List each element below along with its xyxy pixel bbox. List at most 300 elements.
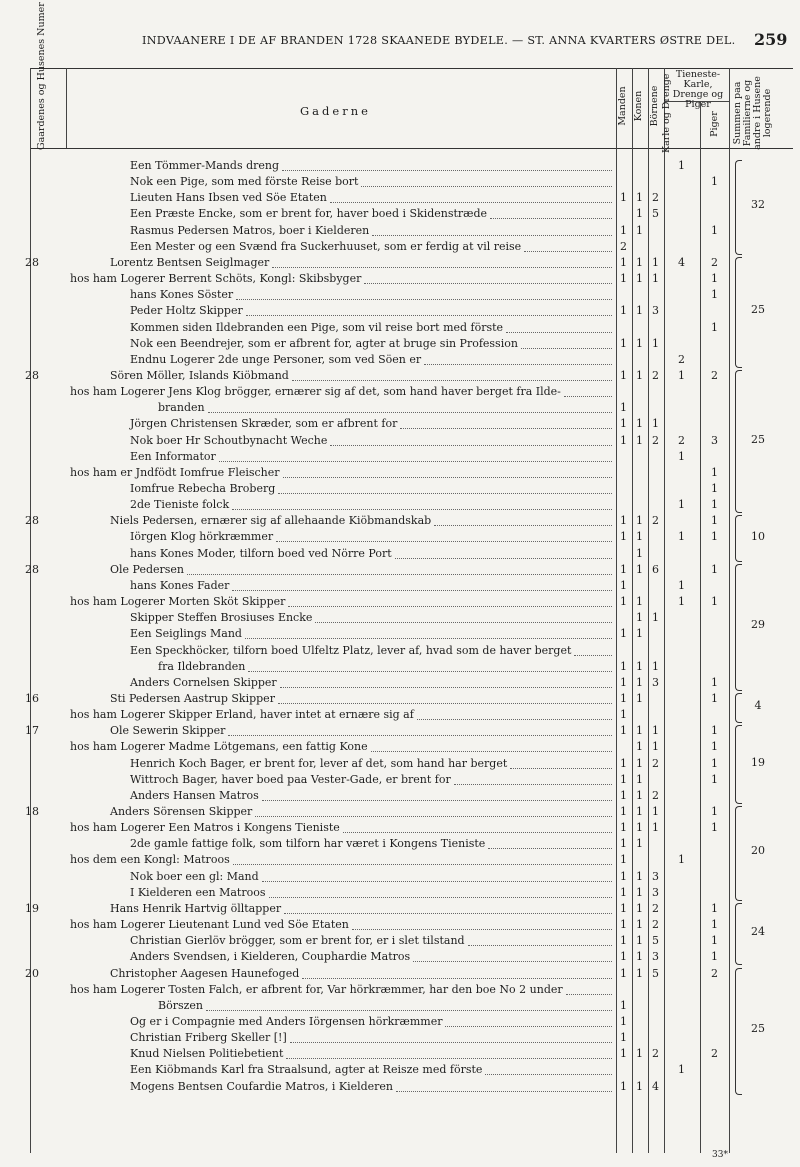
- table-row: [0, 513, 800, 529]
- dot-leader: [330, 443, 612, 446]
- dot-leader: [396, 1089, 612, 1092]
- count-cell-m: 1: [620, 255, 627, 269]
- dot-leader: [490, 216, 612, 219]
- tieneste-header: Tieneste-Karle, Drenge og Piger: [672, 69, 724, 110]
- count-cell-p: 1: [711, 595, 718, 609]
- table-row: [0, 271, 800, 287]
- count-cell-b: 6: [652, 562, 659, 576]
- dot-leader: [246, 313, 612, 316]
- table-row: [0, 933, 800, 949]
- group-brace: [735, 160, 742, 255]
- entry-text: Anders Hansen Matros: [130, 788, 259, 802]
- count-cell-b: 1: [652, 805, 659, 818]
- count-cell-p: 1: [711, 772, 718, 786]
- count-cell-m: 1: [620, 691, 627, 705]
- count-cell-kd: 1: [678, 498, 685, 512]
- count-cell-m: 1: [620, 1031, 627, 1045]
- group-brace: [735, 968, 742, 1095]
- entry-text: Mogens Bentsen Coufardie Matros, i Kielderen: [130, 1079, 394, 1093]
- entry-text: Skipper Steffen Brosiuses Encke: [130, 611, 313, 625]
- count-cell-b: 5: [652, 966, 659, 980]
- summen-header: Summen paa Familierne og andre i Husene logerende: [732, 76, 773, 150]
- count-cell-kd: 1: [678, 159, 685, 172]
- entry-text: Rasmus Pedersen Matros, boer i Kielderen: [130, 223, 370, 237]
- count-cell-b: 1: [652, 740, 659, 754]
- entry-text: hos ham Logerer Tosten Falch, er afbrent for, Var hörkræmmer, har den boe No 2 under: [70, 982, 563, 996]
- dot-leader: [286, 1056, 612, 1059]
- table-row: [0, 384, 800, 400]
- count-cell-k: 1: [636, 837, 643, 851]
- dot-leader: [566, 992, 612, 995]
- entry-text: hos ham Logerer Skipper Erland, haver intet at ernære sig af: [70, 708, 414, 722]
- count-cell-p: 1: [711, 562, 718, 576]
- count-cell-k: 1: [636, 530, 643, 544]
- count-cell-p: 1: [711, 740, 718, 754]
- dot-leader: [232, 507, 612, 510]
- table-row: [0, 449, 800, 465]
- count-cell-b: 2: [652, 1047, 659, 1061]
- gaderne-header: Gaderne: [300, 104, 371, 118]
- count-cell-k: 1: [636, 772, 643, 786]
- dot-leader: [245, 636, 612, 639]
- group-total-value: 24: [751, 925, 765, 939]
- count-cell-m: 1: [620, 272, 627, 286]
- count-cell-p: 1: [711, 918, 718, 932]
- group-total-value: 32: [751, 198, 765, 212]
- table-row: [0, 578, 800, 594]
- entry-text: Endnu Logerer 2de unge Personer, som ved Söen er: [130, 352, 422, 366]
- count-cell-p: 1: [711, 498, 718, 512]
- table-row: [0, 206, 800, 222]
- count-cell-k: 1: [636, 659, 643, 673]
- count-cell-m: 1: [620, 304, 627, 318]
- table-row: [0, 836, 800, 852]
- count-cell-kd: 1: [678, 853, 685, 867]
- group-brace: [735, 693, 742, 723]
- count-cell-k: 1: [636, 546, 643, 560]
- dot-leader: [510, 766, 612, 769]
- count-cell-kd: 1: [678, 449, 685, 463]
- dot-leader: [454, 782, 612, 785]
- table-row: [0, 675, 800, 691]
- table-row: [0, 691, 800, 707]
- count-cell-p: 1: [711, 724, 718, 738]
- count-cell-m: 1: [620, 853, 627, 867]
- piger-header: Piger: [709, 111, 720, 137]
- dot-leader: [372, 233, 612, 236]
- dot-leader: [206, 1008, 612, 1011]
- table-row: [0, 1030, 800, 1046]
- entry-text: Hans Henrik Hartvig ölltapper: [110, 901, 282, 915]
- count-cell-m: 1: [620, 918, 627, 932]
- count-cell-m: 1: [620, 336, 627, 350]
- count-cell-k: 1: [636, 740, 643, 754]
- dot-leader: [395, 556, 612, 559]
- dot-leader: [284, 911, 612, 914]
- table-row: [0, 320, 800, 336]
- count-cell-m: 1: [620, 368, 627, 382]
- count-cell-k: 1: [636, 255, 643, 269]
- count-cell-p: 1: [711, 482, 718, 495]
- count-cell-k: 1: [636, 562, 643, 576]
- table-row: [0, 400, 800, 416]
- count-cell-m: 1: [620, 869, 627, 883]
- count-cell-m: 1: [620, 885, 627, 899]
- house-number: 28: [25, 368, 39, 382]
- table-row: [0, 949, 800, 965]
- count-cell-m: 1: [620, 724, 627, 738]
- entry-text: Sti Pedersen Aastrup Skipper: [110, 691, 275, 705]
- table-row: [0, 901, 800, 917]
- entry-text: Sören Möller, Islands Kiöbmand: [110, 368, 289, 382]
- count-cell-b: 4: [652, 1079, 659, 1093]
- group-total-value: 29: [751, 618, 765, 632]
- running-head: INDVAANERE I DE AF BRANDEN 1728 SKAANEDE BYDELE. — ST. ANNA KVARTERS ØSTRE DEL.: [142, 34, 736, 47]
- dot-leader: [445, 1024, 612, 1027]
- boernene-header: Börnene: [649, 85, 660, 127]
- group-total-value: 20: [751, 844, 765, 858]
- dot-leader: [278, 701, 612, 704]
- count-cell-b: 5: [652, 934, 659, 948]
- entry-text: 2de Tieniste folck: [130, 498, 230, 512]
- count-cell-k: 1: [636, 691, 643, 705]
- count-cell-m: 1: [620, 1047, 627, 1061]
- count-cell-p: 2: [711, 255, 718, 269]
- entry-text: Nok een Pige, som med förste Reise bort: [130, 175, 359, 189]
- table-row: [0, 723, 800, 739]
- dot-leader: [434, 523, 612, 526]
- dot-leader: [272, 265, 612, 268]
- count-cell-m: 1: [620, 433, 627, 447]
- count-cell-p: 2: [711, 1047, 718, 1061]
- dot-leader: [290, 1040, 612, 1043]
- entry-text: hos ham Logerer Jens Klog brögger, ernærer sig af det, som hand haver berget fra Ilde-: [70, 385, 561, 399]
- group-brace: [735, 515, 742, 561]
- count-cell-k: 1: [636, 304, 643, 318]
- konen-header: Konen: [633, 90, 644, 122]
- dot-leader: [524, 249, 612, 252]
- table-row: [0, 174, 800, 190]
- entry-text: Christian Gierlöv brögger, som er brent for, er i slet tilstand: [130, 934, 465, 948]
- entry-text: Ole Pedersen: [110, 562, 185, 576]
- count-cell-m: 1: [620, 901, 627, 915]
- dot-leader: [352, 927, 612, 930]
- table-row: [0, 465, 800, 481]
- house-number: 20: [25, 966, 39, 980]
- table-row: [0, 610, 800, 626]
- table-row: [0, 820, 800, 836]
- table-row: [0, 303, 800, 319]
- count-cell-m: 1: [620, 578, 627, 592]
- count-cell-m: 1: [620, 659, 627, 673]
- dot-leader: [302, 976, 612, 979]
- dot-leader: [232, 588, 612, 591]
- entry-text: Peder Holtz Skipper: [130, 304, 243, 318]
- table-row: [0, 1079, 800, 1095]
- count-cell-kd: 4: [678, 255, 685, 269]
- entry-text: hans Kones Fader: [130, 578, 230, 592]
- count-cell-k: 1: [636, 368, 643, 382]
- entry-text: Nok boer Hr Schoutbynacht Weche: [130, 433, 328, 447]
- table-row: [0, 433, 800, 449]
- entry-text: Christopher Aagesen Haunefoged: [110, 966, 300, 980]
- entry-text: Knud Nielsen Politiebetient: [130, 1047, 284, 1061]
- table-row: [0, 982, 800, 998]
- entry-text: Een Kiöbmands Karl fra Straalsund, agter at Reisze med förste: [130, 1063, 483, 1077]
- entry-text: I Kielderen een Matroos: [130, 885, 266, 899]
- table-row: [0, 255, 800, 271]
- entry-text: hos ham er Jndfödt Iomfrue Fleischer: [70, 465, 280, 479]
- count-cell-b: 1: [652, 417, 659, 431]
- count-cell-m: 1: [620, 223, 627, 237]
- entry-text: Henrich Koch Bager, er brent for, lever af det, som hand har berget: [130, 756, 508, 770]
- dot-leader: [521, 346, 612, 349]
- dot-leader: [219, 459, 612, 462]
- count-cell-p: 1: [711, 272, 718, 286]
- count-cell-m: 1: [620, 191, 627, 205]
- count-cell-kd: 1: [678, 578, 685, 592]
- count-cell-k: 1: [636, 918, 643, 932]
- dot-leader: [248, 669, 612, 672]
- house-number: 18: [25, 805, 39, 818]
- dot-leader: [574, 653, 612, 656]
- entry-text: Börszen: [158, 998, 203, 1012]
- count-cell-b: 2: [652, 756, 659, 770]
- dot-leader: [262, 879, 612, 882]
- count-cell-k: 1: [636, 417, 643, 431]
- dot-leader: [343, 830, 612, 833]
- count-cell-kd: 2: [678, 352, 685, 366]
- entry-text: hans Kones Söster: [130, 288, 234, 302]
- count-cell-m: 1: [620, 1079, 627, 1093]
- count-cell-b: 3: [652, 869, 659, 883]
- table-row: [0, 352, 800, 368]
- count-cell-b: 3: [652, 304, 659, 318]
- dot-leader: [413, 959, 612, 962]
- table-row: [0, 481, 800, 497]
- count-cell-k: 1: [636, 805, 643, 818]
- count-cell-m: 1: [620, 934, 627, 948]
- table-row: [0, 1014, 800, 1030]
- entry-text: hos ham Logerer Berrent Schöts, Kongl: Skibsbyger: [70, 272, 362, 286]
- count-cell-m: 1: [620, 595, 627, 609]
- count-cell-m: 1: [620, 756, 627, 770]
- dot-leader: [292, 378, 612, 381]
- count-cell-kd: 1: [678, 530, 685, 544]
- count-cell-k: 1: [636, 627, 643, 641]
- count-cell-k: 1: [636, 675, 643, 689]
- table-row: [0, 416, 800, 432]
- table-row: [0, 223, 800, 239]
- entry-text: hos ham Logerer Madme Lötgemans, een fattig Kone: [70, 740, 368, 754]
- count-cell-k: 1: [636, 595, 643, 609]
- group-brace: [735, 257, 742, 368]
- count-cell-p: 3: [711, 433, 718, 447]
- count-cell-m: 1: [620, 1014, 627, 1028]
- dot-leader: [187, 572, 612, 575]
- count-cell-b: 1: [652, 336, 659, 350]
- dot-leader: [400, 426, 612, 429]
- dot-leader: [283, 475, 612, 478]
- table-row: [0, 594, 800, 610]
- table-row: [0, 158, 800, 174]
- entry-text: Nok een Beendrejer, som er afbrent for, agter at bruge sin Profession: [130, 336, 518, 350]
- count-cell-k: 1: [636, 950, 643, 964]
- entry-text: 2de gamle fattige folk, som tilforn har været i Kongens Tieniste: [130, 837, 486, 851]
- count-cell-k: 1: [636, 611, 643, 625]
- count-cell-p: 1: [711, 175, 718, 189]
- table-row: [0, 772, 800, 788]
- count-cell-m: 2: [620, 239, 627, 253]
- count-cell-p: 1: [711, 675, 718, 689]
- entry-text: Niels Pedersen, ernærer sig af allehaande Kiöbmandskab: [110, 514, 432, 528]
- dot-leader: [371, 749, 612, 752]
- house-number: 28: [25, 255, 39, 269]
- count-cell-b: 2: [652, 788, 659, 802]
- entry-text: fra Ildebranden: [158, 659, 246, 673]
- table-row: [0, 287, 800, 303]
- count-cell-p: 1: [711, 805, 718, 818]
- table-row: [0, 804, 800, 820]
- count-cell-k: 1: [636, 514, 643, 528]
- count-cell-p: 1: [711, 821, 718, 835]
- dot-leader: [485, 1072, 612, 1075]
- count-cell-m: 1: [620, 562, 627, 576]
- entry-text: branden: [158, 401, 205, 415]
- count-cell-k: 1: [636, 756, 643, 770]
- count-cell-m: 1: [620, 772, 627, 786]
- entry-text: Anders Cornelsen Skipper: [130, 675, 277, 689]
- count-cell-k: 1: [636, 966, 643, 980]
- dot-leader: [282, 168, 612, 171]
- dot-leader: [276, 539, 612, 542]
- count-cell-p: 1: [711, 691, 718, 705]
- table-row: [0, 788, 800, 804]
- table-row: [0, 966, 800, 982]
- entry-text: Iörgen Klog hörkræmmer: [130, 530, 274, 544]
- count-cell-b: 1: [652, 611, 659, 625]
- count-cell-p: 2: [711, 966, 718, 980]
- count-cell-m: 1: [620, 966, 627, 980]
- entry-text: Een Seiglings Mand: [130, 627, 242, 641]
- dot-leader: [488, 846, 612, 849]
- count-cell-kd: 1: [678, 595, 685, 609]
- count-cell-b: 2: [652, 918, 659, 932]
- gaard-number-header: Gaardenes og Husenes Numer: [36, 2, 47, 150]
- table-row: [0, 659, 800, 675]
- count-cell-m: 1: [620, 417, 627, 431]
- count-cell-b: 1: [652, 821, 659, 835]
- count-cell-b: 3: [652, 885, 659, 899]
- dot-leader: [564, 394, 612, 397]
- count-cell-b: 2: [652, 514, 659, 528]
- count-cell-b: 5: [652, 207, 659, 221]
- count-cell-m: 1: [620, 788, 627, 802]
- count-cell-m: 1: [620, 950, 627, 964]
- count-cell-b: 1: [652, 659, 659, 673]
- dot-leader: [262, 798, 612, 801]
- table-row: [0, 497, 800, 513]
- table-row: [0, 546, 800, 562]
- entry-text: Wittroch Bager, haver boed paa Vester-Gade, er brent for: [130, 772, 451, 786]
- house-number: 28: [25, 562, 39, 576]
- dot-leader: [330, 200, 612, 203]
- table-row: [0, 1046, 800, 1062]
- group-brace: [735, 725, 742, 804]
- entry-text: hans Kones Moder, tilforn boed ved Nörre Port: [130, 546, 392, 560]
- count-cell-p: 2: [711, 368, 718, 382]
- count-cell-k: 1: [636, 724, 643, 738]
- group-brace: [735, 806, 742, 901]
- count-cell-b: 2: [652, 901, 659, 915]
- entry-text: Een Mester og een Svænd fra Suckerhuuset, som er ferdig at vil reise: [130, 239, 522, 253]
- count-cell-b: 1: [652, 724, 659, 738]
- count-cell-p: 1: [711, 288, 718, 302]
- dot-leader: [468, 943, 612, 946]
- manden-header: Manden: [617, 86, 628, 126]
- group-total-value: 25: [751, 1022, 765, 1036]
- count-cell-k: 1: [636, 1047, 643, 1061]
- entry-text: Lieuten Hans Ibsen ved Söe Etaten: [130, 191, 327, 205]
- entry-text: hos dem een Kongl: Matroos: [70, 853, 230, 867]
- count-cell-m: 1: [620, 708, 627, 722]
- count-cell-m: 1: [620, 627, 627, 641]
- table-row: [0, 562, 800, 578]
- dot-leader: [364, 281, 612, 284]
- count-cell-p: 1: [711, 514, 718, 528]
- entry-text: Een Tömmer-Mands dreng: [130, 159, 280, 172]
- group-total-value: 19: [751, 755, 765, 769]
- entry-text: Iomfrue Rebecha Broberg: [130, 482, 276, 495]
- table-row: [0, 190, 800, 206]
- table-row: [0, 917, 800, 933]
- count-cell-m: 1: [620, 401, 627, 415]
- group-total-value: 10: [751, 529, 765, 543]
- dot-leader: [269, 895, 612, 898]
- entry-text: Nok boer een gl: Mand: [130, 869, 259, 883]
- entry-text: Anders Sörensen Skipper: [110, 805, 253, 818]
- table-row: [0, 852, 800, 868]
- count-cell-k: 1: [636, 272, 643, 286]
- dot-leader: [228, 733, 612, 736]
- count-cell-b: 3: [652, 950, 659, 964]
- count-cell-b: 2: [652, 433, 659, 447]
- count-cell-p: 1: [711, 934, 718, 948]
- count-cell-k: 1: [636, 934, 643, 948]
- count-cell-p: 1: [711, 223, 718, 237]
- entry-text: Een Speckhöcker, tilforn boed Ulfeltz Platz, lever af, hvad som de haver berget: [130, 643, 572, 657]
- table-row: [0, 368, 800, 384]
- dot-leader: [315, 620, 612, 623]
- karle-header: Karle og Drenge: [661, 73, 672, 153]
- count-cell-b: 3: [652, 675, 659, 689]
- count-cell-k: 1: [636, 223, 643, 237]
- dot-leader: [361, 184, 612, 187]
- count-cell-k: 1: [636, 1079, 643, 1093]
- dot-leader: [236, 297, 612, 300]
- count-cell-k: 1: [636, 207, 643, 221]
- house-number: 28: [25, 514, 39, 528]
- table-row: [0, 336, 800, 352]
- house-number: 16: [25, 691, 39, 705]
- count-cell-p: 1: [711, 320, 718, 334]
- entry-text: hos ham Logerer Morten Sköt Skipper: [70, 595, 286, 609]
- entry-text: Een Præste Encke, som er brent for, haver boed i Skidenstræde: [130, 207, 488, 221]
- count-cell-m: 1: [620, 514, 627, 528]
- count-cell-p: 1: [711, 756, 718, 770]
- table-row: [0, 529, 800, 545]
- table-row: [0, 756, 800, 772]
